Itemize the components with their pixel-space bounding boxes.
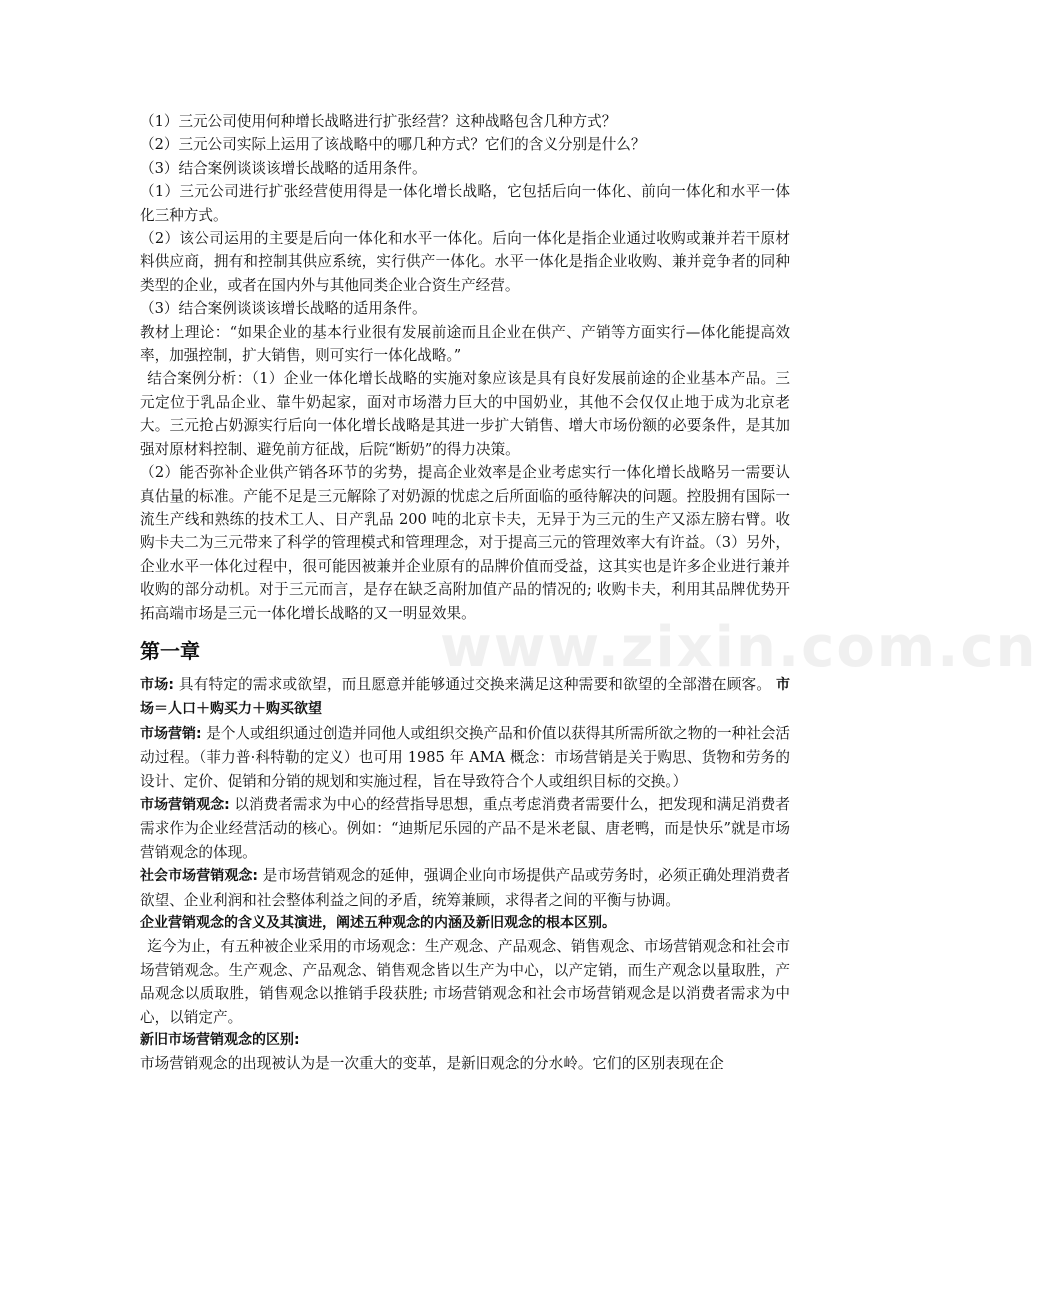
document-page [140, 110, 790, 1076]
definition-marketing-concept-text: 以消费者需求为中心的经营指导思想，重点考虑消费者需要什么，把发现和满足消费者需求作为企业经营活动的核心。例如：“迪斯尼乐园的产品不是米老鼠、唐老鸭，而是快乐”就是市场营销观念的体现。 [140, 795, 790, 861]
definition-market [140, 673, 790, 722]
term-marketing-concept: 市场营销观念: [140, 796, 230, 813]
difference-heading: 新旧市场营销观念的区别: [140, 1032, 300, 1049]
market-formula: 市场＝人口＋购买力＋购买欲望 [140, 676, 790, 718]
evolution-heading: 企业营销观念的含义及其演进，阐述五种观念的内涵及新旧观念的根本区别。 [140, 915, 616, 931]
definition-market-text: 具有特定的需求或欲望，而且愿意并能够通过交换来满足这种需要和欲望的全部潜在顾客。 [174, 675, 776, 693]
definition-marketing [140, 722, 790, 793]
term-market: 市场: [140, 676, 175, 693]
term-marketing: 市场营销: [140, 725, 202, 742]
case-analysis-1: 结合案例分析：（1）企业一体化增长战略的实施对象应该是具有良好发展前途的企业基本产品。三元定位于乳品企业、靠牛奶起家，面对市场潜力巨大的中国奶业，其他不会仅仅止地于成为北京老大。三元抢占奶源实行后向一体化增长战略是其进一步扩大销售、增大市场份额的必要条件，是其加强对原材料控制、避免前方征战，后院“断奶”的得力决策。 [140, 370, 790, 458]
textbook-theory: 教材上理论：“如果企业的基本行业很有发展前途而且企业在供产、产销等方面实行—体化能提高效率，加强控制，扩大销售，则可实行一体化战略。” [140, 323, 790, 365]
term-social-marketing: 社会市场营销观念: [140, 868, 259, 885]
case-analysis-2: （2）能否弥补企业供产销各环节的劣势，提高企业效率是企业考虑实行一体化增长战略另一需要认真估量的标准。产能不足是三元解除了对奶源的忧虑之后所面临的亟待解决的问题。控股拥有国际一流生产线和熟练的技术工人、日产乳品 200 吨的北京卡夫，无异于为三元的生产又添左膀右臂。收购卡夫二为三元带来了科学的管理模式和管理理念，对于提高三元的管理效率大有许益。（3）另外，企业水平一体化过程中，很可能因被兼并企业原有的品牌价值而受益，这其实也是许多企业进行兼并收购的部分动机。对于三元而言，是存在缺乏高附加值产品的情况的; 收购卡夫，利用其品牌优势开拓高端市场是三元一体化增长战略的又一明显效果。 [140, 464, 790, 622]
case-question-3: （3）结合案例谈谈该增长战略的适用条件。 [140, 159, 427, 177]
answer-3: （3）结合案例谈谈该增长战略的适用条件。 [140, 300, 427, 318]
definition-social-marketing-text: 是市场营销观念的延伸，强调企业向市场提供产品或劳务时，必须正确处理消费者欲望、企业利润和社会整体利益之间的矛盾，统筹兼顾，求得者之间的平衡与协调。 [140, 867, 790, 909]
definition-marketing-concept [140, 793, 790, 864]
difference-text: 市场营销观念的出现被认为是一次重大的变革，是新旧观念的分水岭。它们的区别表现在企 [140, 1055, 724, 1073]
watermark: www.zixin.com.cn [440, 615, 1038, 680]
definition-social-marketing [140, 864, 790, 912]
case-question-1: （1）三元公司使用何种增长战略进行扩张经营？这种战略包含几种方式？ [140, 113, 617, 130]
case-question-2: （2）三元公司实际上运用了该战略中的哪几种方式？它们的含义分别是什么？ [140, 136, 646, 154]
answer-1: （1）三元公司进行扩张经营使用得是一体化增长战略，它包括后向一体化、前向一体化和水平一体化三种方式。 [140, 183, 790, 224]
answer-2: （2）该公司运用的主要是后向一体化和水平一体化。后向一体化是指企业通过收购或兼并若干原材料供应商，拥有和控制其供应系统，实行供产一体化。水平一体化是指企业收购、兼并竞争者的同种类型的企业，或者在国内外与其他同类企业合资生产经营。 [140, 230, 790, 294]
chapter-title: 第一章 [140, 638, 200, 663]
evolution-text: 迄今为止，有五种被企业采用的市场观念：生产观念、产品观念、销售观念、市场营销观念和社会市场营销观念。生产观念、产品观念、销售观念皆以生产为中心，以产定销，而生产观念以量取胜，产品观念以质取胜，销售观念以推销手段获胜; 市场营销观念和社会市场营销观念是以消费者需求为中心，以销定产。 [140, 938, 790, 1026]
definition-marketing-text: 是个人或组织通过创造并同他人或组织交换产品和价值以获得其所需所欲之物的一种社会活动过程。（菲力普·科特勒的定义）也可用 1985 年 AMA 概念：市场营销是关于购思、货物和劳务的设计、定价、促销和分销的规划和实施过程，旨在导致符合个人或组织目标的交换。） [140, 724, 791, 790]
